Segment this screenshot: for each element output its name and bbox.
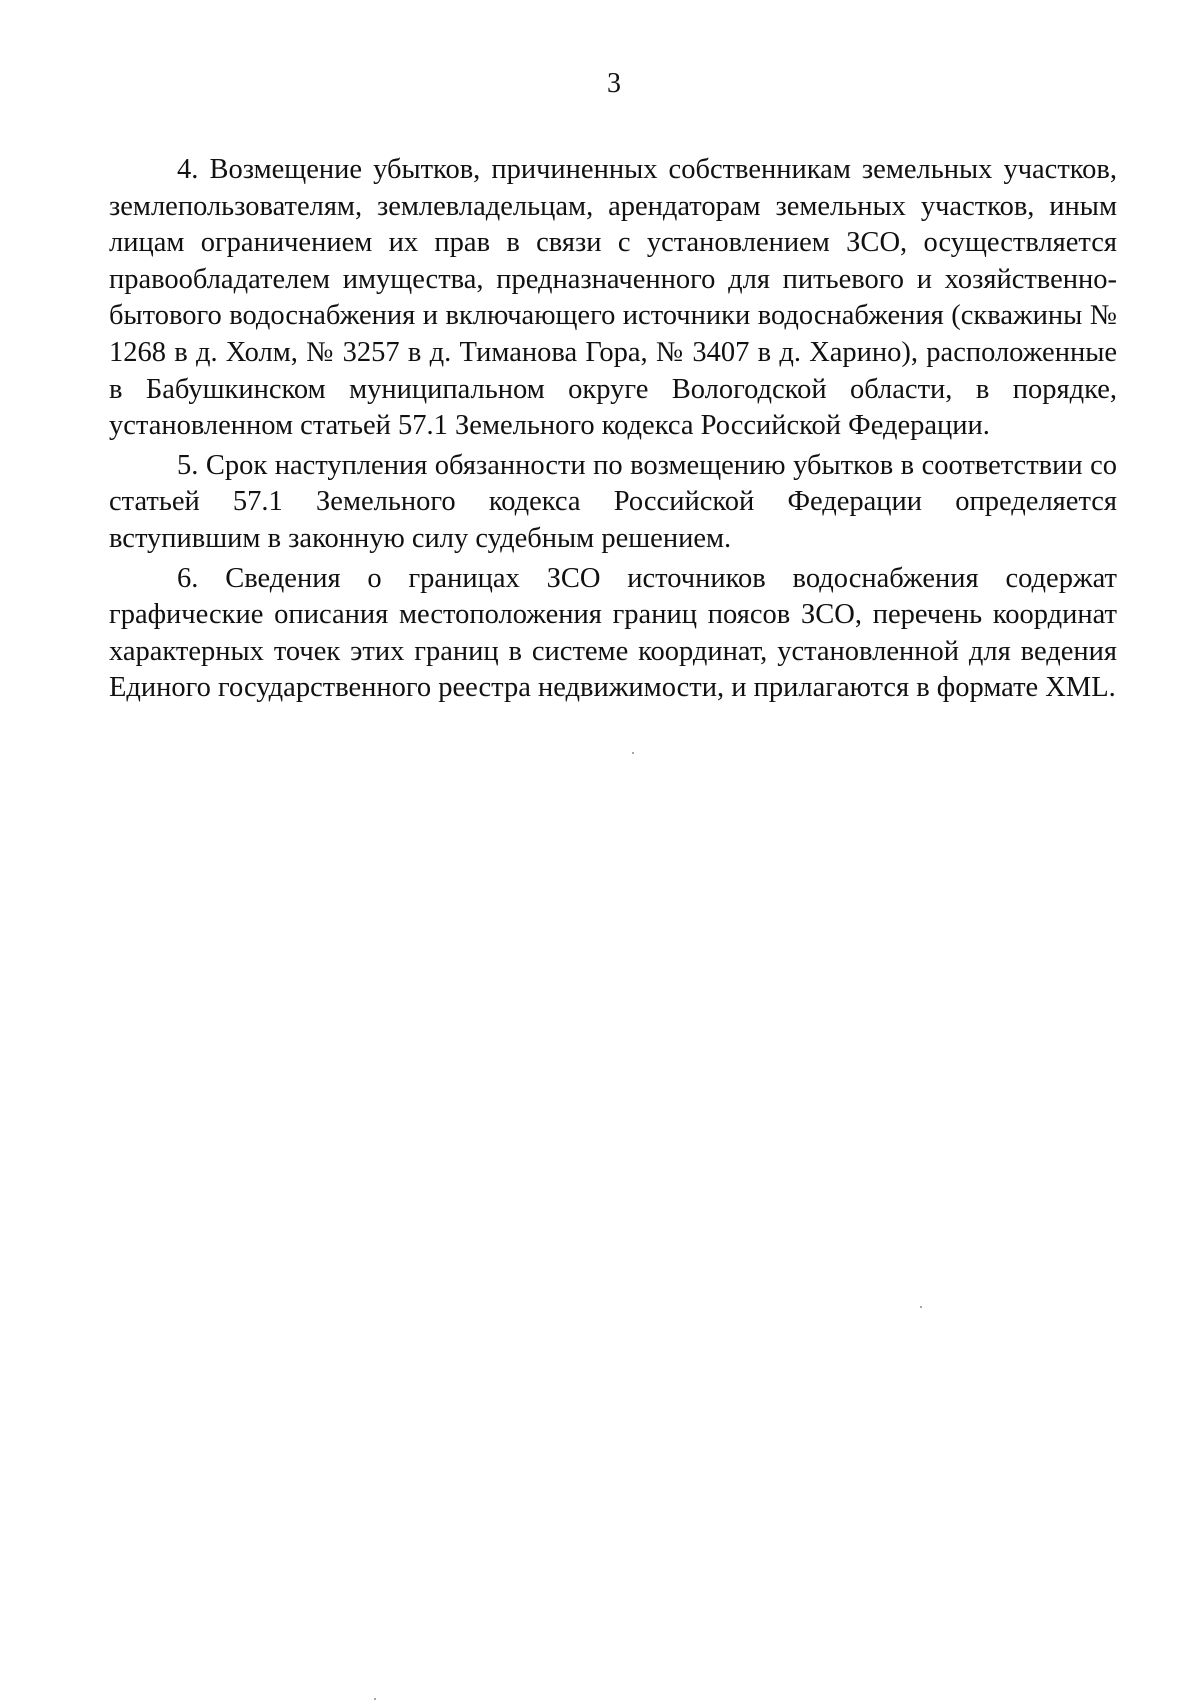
paragraph-number: 4. bbox=[177, 154, 199, 185]
page-number: 3 bbox=[607, 68, 621, 99]
paragraph-5 bbox=[109, 448, 1117, 558]
paragraph-text: Сведения о границах ЗСО источников водоснабжения содержат графические описания местоположения границ поясов ЗСО, перечень координат характерных точек этих границ в системе координат, установленной для ведения Единого государственного реестра недвижимости, и прилагаются в формате XML. bbox=[109, 562, 1117, 704]
paragraph-text: Возмещение убытков, причиненных собственникам земельных участков, землепользователям, землевладельцам, арендаторам земельных участков, иным лицам ограничением их прав в связи с установлением ЗСО, осуществляется правообладателем имущества, предназначенного для питьевого и хозяйственно-бытового водоснабжения и включающего источники водоснабжения (скважины № 1268 в д. Холм, № 3257 в д. Тиманова Гора, № 3407 в д. Харино), расположенные в Бабушкинском муниципальном округе Вологодской области, в порядке, установленном статьей 57.1 Земельного кодекса Российской Федерации. bbox=[109, 154, 1118, 442]
document-body bbox=[109, 152, 1117, 707]
paragraph-6 bbox=[109, 561, 1117, 707]
paragraph-number: 6. bbox=[177, 562, 199, 594]
paragraph-number: 5. bbox=[177, 449, 199, 481]
paragraph-text: Срок наступления обязанности по возмещению убытков в соответствии со статьей 57.1 Земельного кодекса Российской Федерации определяется вступившим в законную силу судебным решением. bbox=[109, 449, 1117, 554]
scan-speck bbox=[920, 1306, 922, 1308]
paragraph-4 bbox=[109, 152, 1117, 445]
scan-speck bbox=[632, 752, 634, 754]
scan-speck bbox=[374, 1698, 376, 1700]
